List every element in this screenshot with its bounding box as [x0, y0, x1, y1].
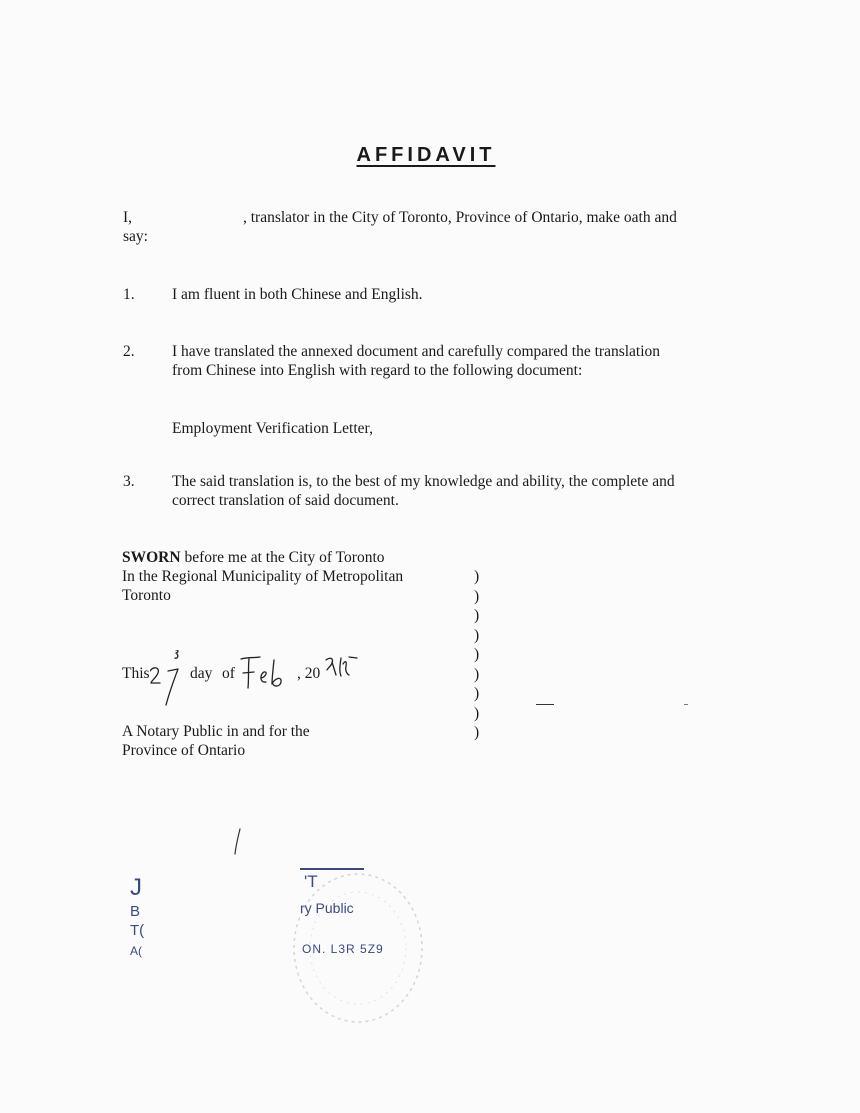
jurat-line-2: In the Regional Municipality of Metropolitan [122, 568, 404, 585]
intro-line-1: , translator in the City of Toronto, Province of Ontario, make oath and [243, 209, 677, 226]
handwritten-day-svg [150, 650, 190, 714]
signature-line-end [684, 704, 688, 705]
item-text: from Chinese into English with regard to the following document: [172, 362, 583, 379]
item-text: I have translated the annexed document and carefully compared the translation [172, 343, 661, 360]
handwritten-month-svg [240, 656, 292, 690]
stamp-fragment: T( [130, 922, 145, 939]
item-number: 3. [123, 473, 135, 490]
item-number: 2. [123, 343, 135, 360]
jurat-parentheses: ) ) ) ) ) ) ) ) ) [474, 568, 480, 741]
intro-prefix: I, [123, 209, 133, 226]
handwritten-day [150, 650, 190, 714]
jurat-sworn-line [122, 548, 385, 567]
notary-signature-mark [232, 828, 244, 856]
handwritten-year [325, 655, 361, 681]
year-prefix: , 20 [297, 665, 321, 682]
day-label: day [190, 665, 213, 682]
sworn-rest: before me at the City of Toronto [180, 549, 385, 566]
stamp-fragment: ON. L3R 5Z9 [302, 942, 384, 956]
document-title: AFFIDAVIT [356, 144, 496, 166]
notary-line-2: Province of Ontario [122, 742, 246, 759]
notary-signature-svg [232, 828, 244, 856]
jurat-line-3: Toronto [122, 587, 171, 604]
this-label: This [122, 665, 150, 682]
stamp-fragment: 'T [304, 872, 318, 891]
notary-line-1: A Notary Public in and for the [122, 723, 310, 740]
stamp-fragment: J [130, 874, 142, 901]
handwritten-year-svg [325, 655, 361, 681]
item-number: 1. [123, 286, 135, 303]
stamp-fragment: ry Public [300, 900, 354, 916]
stamp-fragment: B [130, 903, 141, 920]
item-text: I am fluent in both Chinese and English. [172, 286, 423, 303]
item-text: correct translation of said document. [172, 492, 399, 509]
document-name: Employment Verification Letter, [172, 420, 373, 437]
handwritten-month [240, 656, 292, 690]
intro-line-2: say: [123, 228, 148, 245]
of-label: of [222, 665, 235, 682]
item-text: The said translation is, to the best of my knowledge and ability, the complete and [172, 473, 675, 490]
sworn-label: SWORN [122, 549, 181, 566]
signature-line [536, 704, 554, 705]
stamp-fragment: A( [130, 944, 142, 958]
